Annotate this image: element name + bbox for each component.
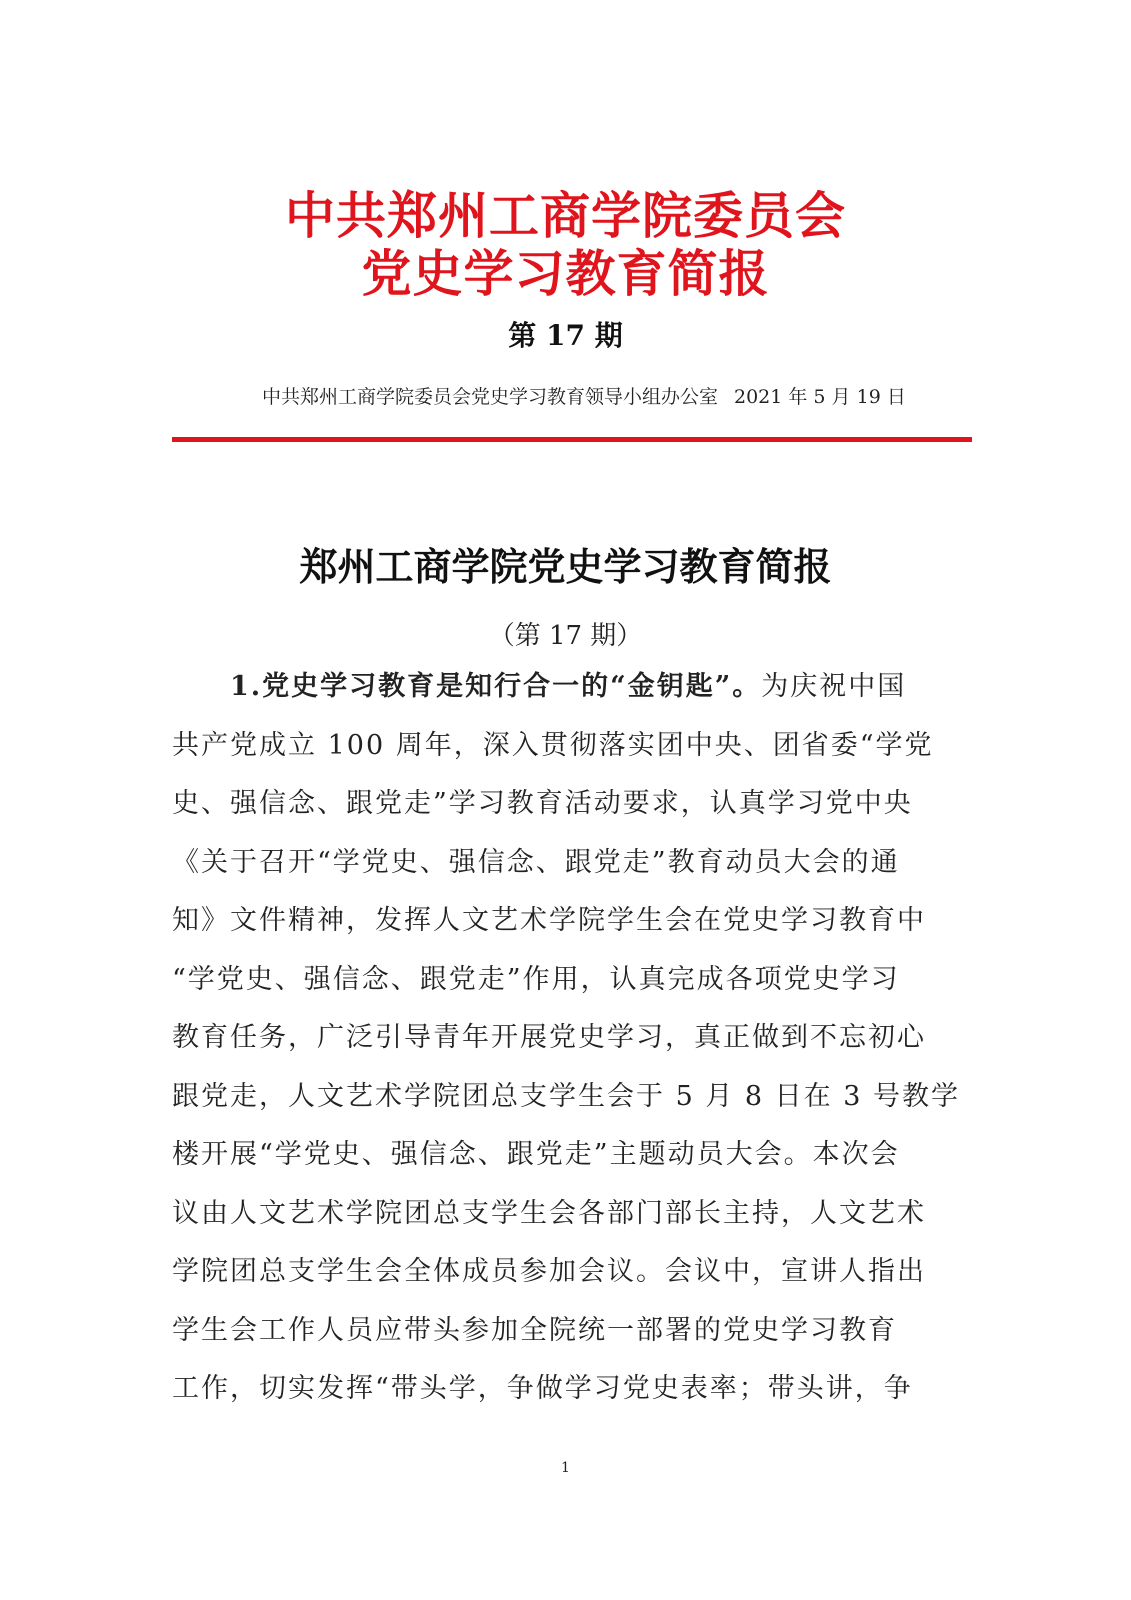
body-line: 知》文件精神，发挥人文艺术学院学生会在党史学习教育中 — [172, 905, 926, 936]
body-line: “学党史、强信念、跟党走”作用，认真完成各项党史学习 — [172, 963, 900, 995]
body-line: 议由人文艺术学院团总支学生会各部门部长主持，人文艺术 — [172, 1197, 926, 1229]
masthead-title-line1: 中共郑州工商学院委员会 — [285, 186, 846, 245]
body-line: 学院团总支学生会全体成员参加会议。会议中，宣讲人指出 — [172, 1256, 926, 1287]
body-line: 学生会工作人员应带头参加全院统一部署的党史学习教育 — [172, 1314, 897, 1346]
article-issue-number: （第 17 期） — [488, 621, 643, 651]
body-line: 楼开展“学党史、强信念、跟党走”主题动员大会。本次会 — [172, 1139, 900, 1170]
red-divider — [172, 437, 972, 442]
body-line: 《关于召开“学党史、强信念、跟党走”教育动员大会的通 — [172, 846, 900, 878]
article-body — [172, 658, 967, 1419]
issue-number: 第 17 期 — [508, 319, 623, 352]
body-line: 教育任务，广泛引导青年开展党史学习，真正做到不忘初心 — [172, 1022, 926, 1053]
body-line — [172, 658, 967, 717]
body-line: 跟党走，人文艺术学院团总支学生会于 5 月 8 日在 3 号教学 — [172, 1080, 961, 1112]
masthead-title-line2: 党史学习教育简报 — [361, 244, 770, 303]
article-title: 郑州工商学院党史学习教育简报 — [299, 544, 832, 589]
body-line: 史、强信念、跟党走”学习教育活动要求，认真学习党中央 — [172, 788, 913, 819]
body-line: 工作，切实发挥“带头学，争做学习党史表率；带头讲，争 — [172, 1373, 913, 1404]
issuer-office: 中共郑州工商学院委员会党史学习教育领导小组办公室 — [262, 386, 719, 408]
page-number: 1 — [561, 1460, 570, 1476]
body-line-text: 为庆祝中国 — [761, 671, 907, 702]
issue-date: 2021 年 5 月 19 日 — [734, 386, 906, 408]
lead-heading: 1.党史学习教育是知行合一的“金钥匙”。 — [230, 671, 762, 702]
body-line: 共产党成立 100 周年，深入贯彻落实团中央、团省委“学党 — [172, 729, 934, 761]
